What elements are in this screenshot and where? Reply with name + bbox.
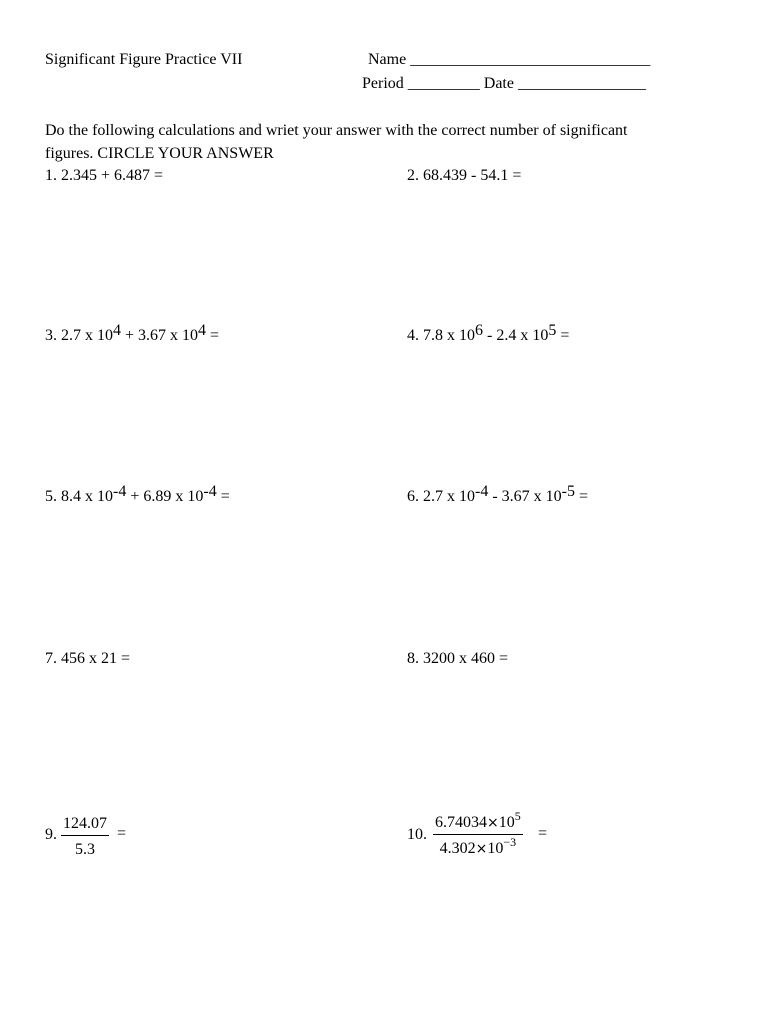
problem-10-den-mantissa: 4.302 (439, 840, 476, 857)
problem-6-equals: = (574, 488, 589, 505)
problem-3-term-2: + 3.67 x 10 (121, 327, 199, 344)
problem-4 (407, 322, 570, 344)
problem-5-exponent-2: -4 (203, 483, 217, 500)
problem-7: 7. 456 x 21 = (45, 650, 131, 667)
problem-5 (45, 483, 230, 505)
name-field-line: Name ______________________________ (368, 51, 651, 68)
problem-10-fraction (433, 809, 523, 857)
problem-1: 1. 2.345 + 6.487 = (45, 167, 164, 184)
problem-9-denominator: 5.3 (75, 841, 95, 858)
problem-5-term-1: 5. 8.4 x 10 (45, 488, 113, 505)
times-symbol: × (475, 841, 488, 857)
problem-6-exponent-2: -5 (561, 483, 575, 500)
worksheet-title: Significant Figure Practice VII (45, 51, 243, 68)
problem-10-numerator (433, 809, 523, 835)
problem-9-numerator: 124.07 (61, 816, 109, 836)
problem-10-label: 10. (407, 826, 427, 843)
problem-5-exponent-1: -4 (113, 483, 127, 500)
problem-6-exponent-1: -4 (475, 483, 489, 500)
period-date-line: Period _________ Date ________________ (362, 75, 646, 92)
problem-6-term-2: - 3.67 x 10 (488, 488, 562, 505)
instructions-line-2: figures. CIRCLE YOUR ANSWER (45, 145, 274, 162)
problem-10-num-mantissa: 6.74034 (435, 814, 487, 831)
problem-6-term-1: 6. 2.7 x 10 (407, 488, 475, 505)
problem-4-equals: = (556, 327, 570, 344)
problem-6 (407, 483, 589, 505)
instructions-line-1: Do the following calculations and wriet your answer with the correct number of significant (45, 122, 628, 139)
problem-5-equals: = (216, 488, 230, 505)
times-symbol: × (487, 815, 499, 831)
problem-3-exponent-1: 4 (113, 322, 121, 339)
problem-10-denominator (433, 835, 523, 857)
problem-3-exponent-2: 4 (198, 322, 207, 339)
problem-9-equals: = (117, 825, 127, 842)
problem-4-term-2: - 2.4 x 10 (483, 327, 549, 344)
problem-3-equals: = (206, 327, 220, 344)
problem-5-term-2: + 6.89 x 10 (126, 488, 204, 505)
problem-9-fraction (61, 816, 109, 858)
problem-2: 2. 68.439 - 54.1 = (407, 167, 522, 184)
problem-10-num-base: 10 (498, 814, 515, 831)
problem-4-exponent-2: 5 (548, 322, 557, 339)
problem-10-den-exponent: −3 (503, 835, 517, 849)
problem-9-label: 9. (45, 826, 57, 843)
problem-10-num-exponent: 5 (514, 809, 521, 823)
problem-3 (45, 322, 220, 344)
problem-10-equals: = (538, 825, 548, 842)
problem-10-den-base: 10 (487, 840, 504, 857)
problem-4-term-1: 4. 7.8 x 10 (407, 327, 475, 344)
problem-8: 8. 3200 x 460 = (407, 650, 509, 667)
problem-3-term-1: 3. 2.7 x 10 (45, 327, 113, 344)
problem-4-exponent-1: 6 (475, 322, 483, 339)
